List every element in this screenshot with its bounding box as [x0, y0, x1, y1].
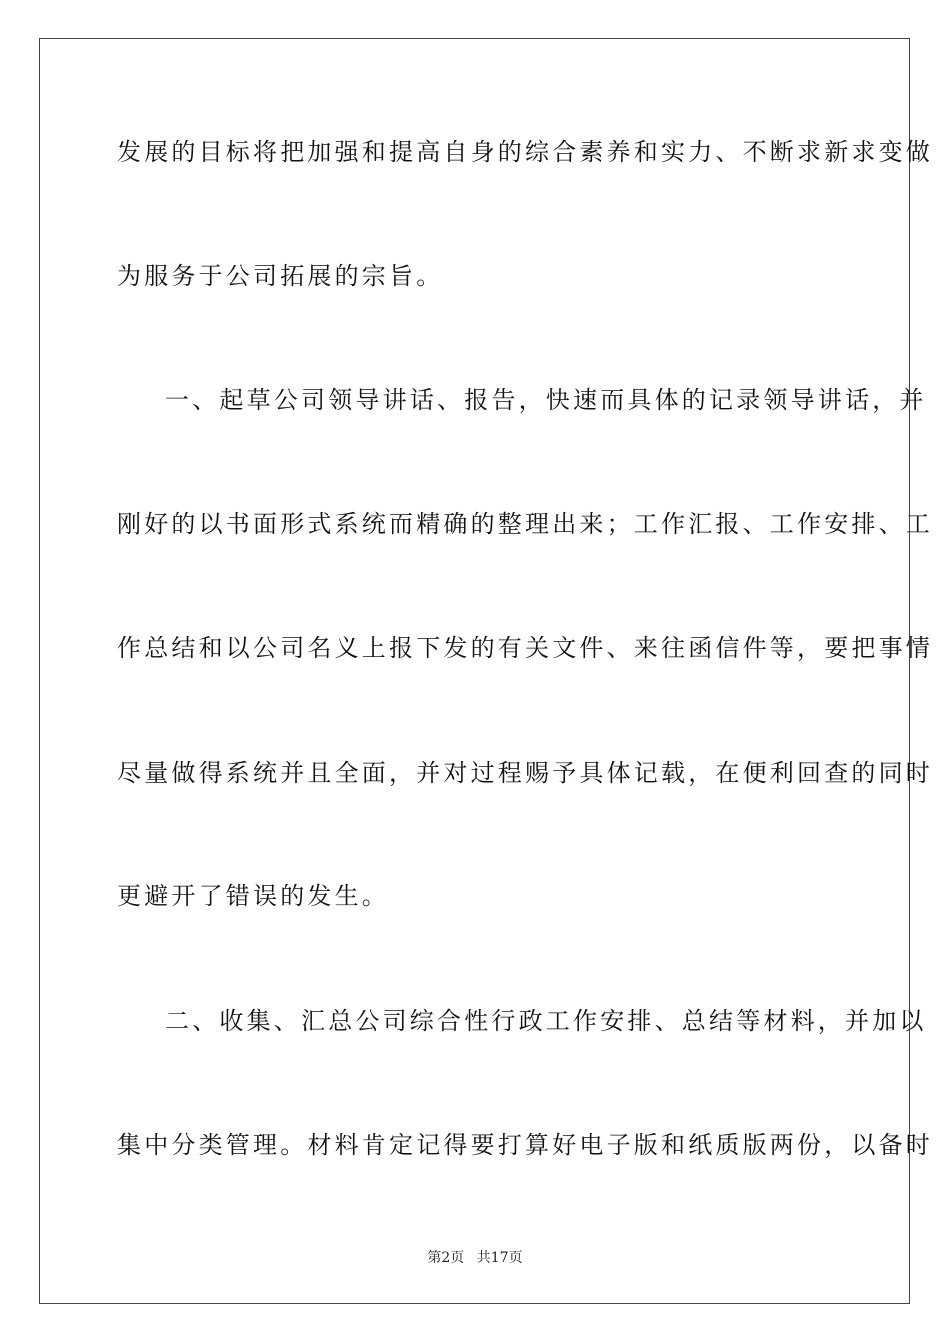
paragraph-line: 集中分类管理。材料肯定记得要打算好电子版和纸质版两份，以备时 — [117, 1131, 933, 1159]
paragraph-line: 更避开了错误的发生。 — [117, 882, 389, 910]
paragraph-line: 刚好的以书面形式系统而精确的整理出来；工作汇报、工作安排、工 — [117, 510, 933, 538]
paragraph-line: 作总结和以公司名义上报下发的有关文件、来往函信件等，要把事情 — [117, 634, 933, 662]
page-number: 第2页 — [427, 1250, 465, 1266]
page-border — [39, 38, 933, 1304]
total-pages: 共17页 — [476, 1250, 523, 1266]
page-footer — [0, 1249, 950, 1267]
paragraph-line: 为服务于公司拓展的宗旨。 — [117, 262, 444, 290]
paragraph-line: 发展的目标将把加强和提高自身的综合素养和实力、不断求新求变做 — [117, 138, 933, 166]
paragraph-line: 一、起草公司领导讲话、报告，快速而具体的记录领导讲话，并 — [165, 386, 927, 414]
paragraph-line: 尽量做得系统并且全面，并对过程赐予具体记载，在便利回查的同时 — [117, 759, 933, 787]
paragraph-line: 二、收集、汇总公司综合性行政工作安排、总结等材料，并加以 — [165, 1007, 927, 1035]
